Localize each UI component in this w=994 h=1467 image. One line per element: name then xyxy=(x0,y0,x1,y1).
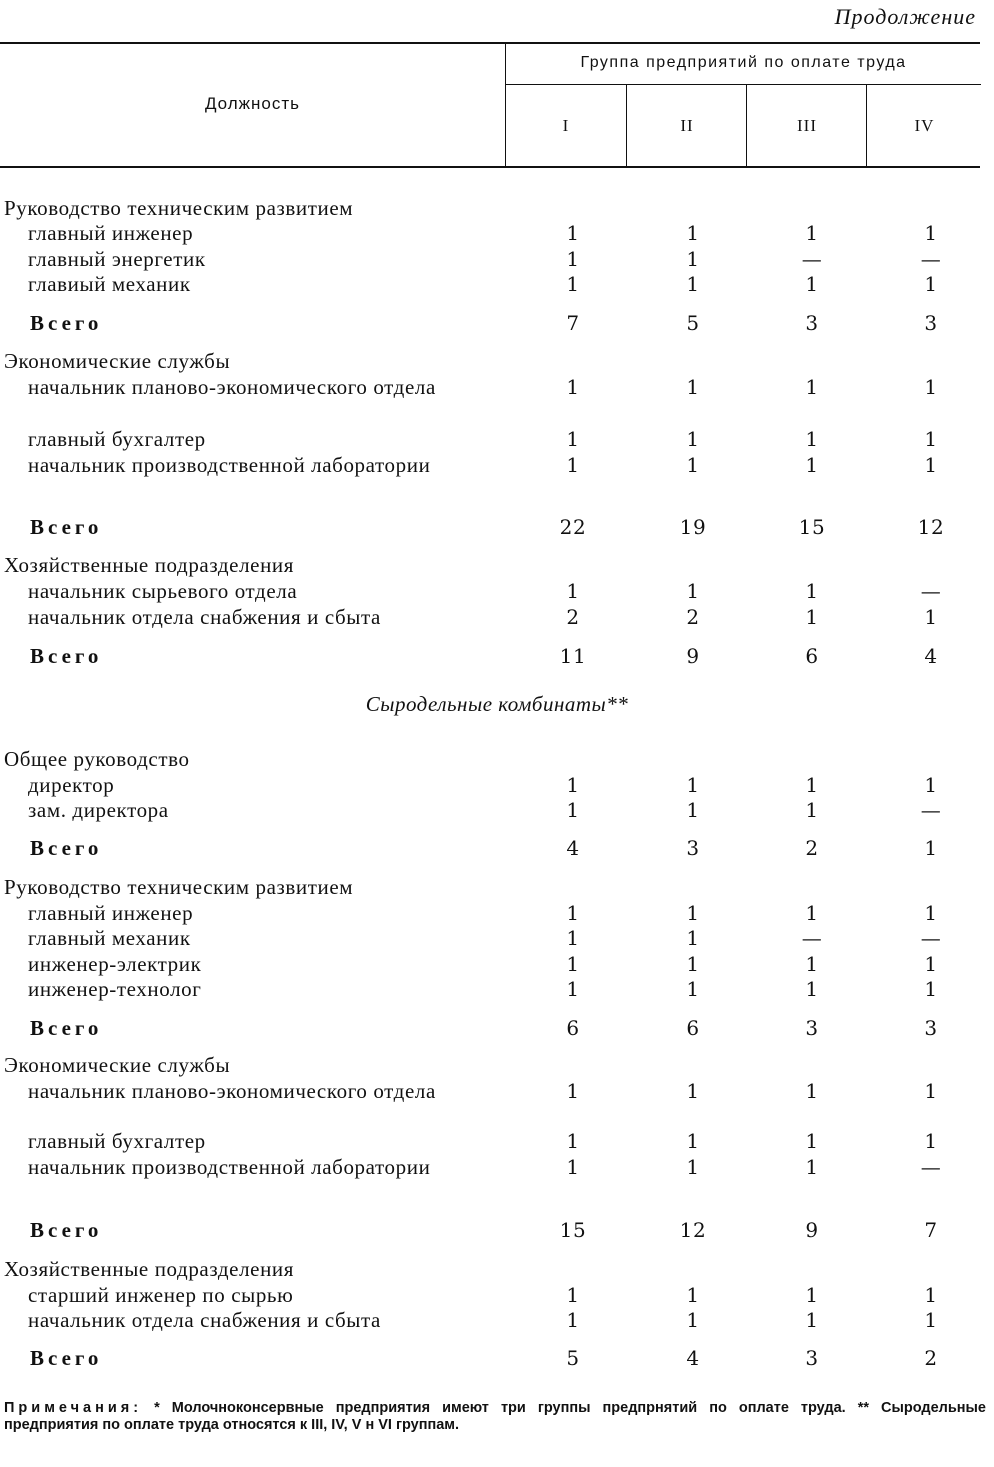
total-label: Всего xyxy=(30,644,103,668)
table-row xyxy=(0,1154,994,1180)
header-col-4: IV xyxy=(866,85,982,166)
cell-group-3: — xyxy=(801,247,823,271)
table-row xyxy=(0,374,994,400)
cell-group-3: 1 xyxy=(805,977,819,1001)
cell-group-4: 3 xyxy=(924,1016,938,1040)
cell-group-1: 1 xyxy=(566,977,580,1001)
cell-group-3: 1 xyxy=(805,1079,819,1103)
cell-group-4: 1 xyxy=(924,977,938,1001)
total-label: Всего xyxy=(30,836,103,860)
cell-group-2: 9 xyxy=(686,644,700,668)
total-label: Всего xyxy=(30,1016,103,1040)
cell-group-1: 1 xyxy=(566,247,580,271)
cell-group-4: 1 xyxy=(924,221,938,245)
cell-group-2: 2 xyxy=(686,605,700,629)
section-row xyxy=(0,1256,994,1282)
table-row xyxy=(0,976,994,1002)
total-label: Всего xyxy=(30,1218,103,1242)
section-row xyxy=(0,874,994,900)
cell-group-2: 6 xyxy=(686,1016,700,1040)
total-row xyxy=(0,643,994,669)
cell-group-2: 1 xyxy=(686,773,700,797)
cell-group-4: 1 xyxy=(924,427,938,451)
cell-group-2: 1 xyxy=(686,272,700,296)
total-row xyxy=(0,1345,994,1371)
cell-group-1: 1 xyxy=(566,579,580,603)
table-row xyxy=(0,220,994,246)
cell-group-2: 5 xyxy=(686,311,700,335)
cell-group-3: 3 xyxy=(805,1346,819,1370)
cell-group-1: 1 xyxy=(566,773,580,797)
item-label: инженер-технолог xyxy=(28,977,202,1001)
cell-group-2: 1 xyxy=(686,977,700,1001)
section-label: Экономические службы xyxy=(4,349,231,373)
cell-group-4: 1 xyxy=(924,773,938,797)
cell-group-2: 1 xyxy=(686,453,700,477)
cell-group-4: 4 xyxy=(924,644,938,668)
cell-group-4: 1 xyxy=(924,453,938,477)
section-subtitle: Сыродельные комбинаты** xyxy=(365,692,629,716)
cell-group-3: 2 xyxy=(805,836,819,860)
cell-group-3: 1 xyxy=(805,605,819,629)
item-label: главиый механик xyxy=(28,272,191,296)
cell-group-2: 1 xyxy=(686,1079,700,1103)
cell-group-2: 1 xyxy=(686,1308,700,1332)
cell-group-2: 1 xyxy=(686,1155,700,1179)
cell-group-1: 1 xyxy=(566,427,580,451)
cell-group-1: 22 xyxy=(559,515,587,539)
continuation-label: Продолжение xyxy=(834,4,976,29)
table-row xyxy=(0,1128,994,1154)
cell-group-3: 1 xyxy=(805,453,819,477)
cell-group-3: 1 xyxy=(805,272,819,296)
table-row xyxy=(0,900,994,926)
cell-group-3: 9 xyxy=(805,1218,819,1242)
footnotes-label: Примечания: xyxy=(4,1400,143,1416)
item-label: главный инженер xyxy=(28,221,194,245)
cell-group-1: 1 xyxy=(566,798,580,822)
cell-group-3: 1 xyxy=(805,375,819,399)
header-col-2: II xyxy=(626,85,747,166)
cell-group-4: 1 xyxy=(924,605,938,629)
cell-group-4: 1 xyxy=(924,1308,938,1332)
item-label: старший инженер по сырью xyxy=(28,1283,294,1307)
item-label: главный инженер xyxy=(28,901,194,925)
cell-group-3: 1 xyxy=(805,427,819,451)
cell-group-4: — xyxy=(920,798,942,822)
cell-group-2: 1 xyxy=(686,375,700,399)
cell-group-4: 1 xyxy=(924,901,938,925)
cell-group-3: 1 xyxy=(805,579,819,603)
cell-group-3: — xyxy=(801,926,823,950)
section-row xyxy=(0,195,994,221)
section-row xyxy=(0,552,994,578)
section-label: Экономические службы xyxy=(4,1053,231,1077)
cell-group-1: 1 xyxy=(566,1079,580,1103)
item-label: зам. директора xyxy=(28,798,169,822)
total-row xyxy=(0,835,994,861)
table-row xyxy=(0,578,994,604)
cell-group-3: 1 xyxy=(805,221,819,245)
section-label: Общее руководство xyxy=(4,747,190,771)
cell-group-1: 7 xyxy=(566,311,580,335)
cell-group-2: 4 xyxy=(686,1346,700,1370)
cell-group-2: 19 xyxy=(679,515,707,539)
total-label: Всего xyxy=(30,515,103,539)
footnotes-text: * Молочноконсервные предприятия имеют три группы предпрнятий по оплате труда. ** Сыродельные предприятия по оплате труда относятся к III, IV, V н VI группам. xyxy=(4,1400,986,1433)
cell-group-4: 1 xyxy=(924,272,938,296)
cell-group-3: 1 xyxy=(805,1308,819,1332)
cell-group-2: 1 xyxy=(686,952,700,976)
cell-group-4: 7 xyxy=(924,1218,938,1242)
item-label: директор xyxy=(28,773,115,797)
cell-group-2: 1 xyxy=(686,1129,700,1153)
cell-group-2: 12 xyxy=(679,1218,707,1242)
total-label: Всего xyxy=(30,311,103,335)
cell-group-3: 1 xyxy=(805,798,819,822)
cell-group-2: 1 xyxy=(686,798,700,822)
section-row xyxy=(0,746,994,772)
cell-group-3: 1 xyxy=(805,1129,819,1153)
cell-group-4: 1 xyxy=(924,375,938,399)
cell-group-1: 1 xyxy=(566,1283,580,1307)
cell-group-2: 1 xyxy=(686,1283,700,1307)
cell-group-4: — xyxy=(920,1155,942,1179)
table-row xyxy=(0,772,994,798)
item-label: начальник отдела снабжения и сбыта xyxy=(28,605,381,629)
table-row xyxy=(0,925,994,951)
table-row xyxy=(0,1307,994,1333)
cell-group-4: — xyxy=(920,579,942,603)
cell-group-1: 15 xyxy=(559,1218,587,1242)
cell-group-1: 4 xyxy=(566,836,580,860)
table-row xyxy=(0,1282,994,1308)
cell-group-4: 1 xyxy=(924,1079,938,1103)
cell-group-2: 1 xyxy=(686,901,700,925)
cell-group-4: 1 xyxy=(924,952,938,976)
cell-group-3: 3 xyxy=(805,1016,819,1040)
section-row xyxy=(0,1052,994,1078)
cell-group-2: 1 xyxy=(686,926,700,950)
cell-group-2: 1 xyxy=(686,221,700,245)
cell-group-3: 15 xyxy=(798,515,826,539)
footnotes xyxy=(4,1400,986,1434)
cell-group-1: 1 xyxy=(566,926,580,950)
cell-group-1: 1 xyxy=(566,375,580,399)
section-row xyxy=(0,348,994,374)
cell-group-4: 3 xyxy=(924,311,938,335)
total-row xyxy=(0,1015,994,1041)
cell-group-3: 1 xyxy=(805,952,819,976)
cell-group-1: 11 xyxy=(559,644,587,668)
cell-group-4: 2 xyxy=(924,1346,938,1370)
header-col-1: I xyxy=(562,116,570,135)
cell-group-1: 1 xyxy=(566,1155,580,1179)
section-label: Хозяйственные подразделения xyxy=(4,553,294,577)
cell-group-4: 1 xyxy=(924,1129,938,1153)
item-label: главный энергетик xyxy=(28,247,206,271)
item-label: начальник производственной лаборатории xyxy=(28,1155,431,1179)
item-label: инженер-электрик xyxy=(28,952,202,976)
cell-group-4: — xyxy=(920,926,942,950)
section-label: Хозяйственные подразделения xyxy=(4,1257,294,1281)
cell-group-1: 6 xyxy=(566,1016,580,1040)
cell-group-1: 2 xyxy=(566,605,580,629)
cell-group-3: 6 xyxy=(805,644,819,668)
table-row xyxy=(0,1078,994,1104)
table-row xyxy=(0,797,994,823)
table-row xyxy=(0,426,994,452)
section-label: Руководство техническим развитием xyxy=(4,196,354,220)
cell-group-3: 1 xyxy=(805,1155,819,1179)
item-label: начальник отдела снабжения и сбыта xyxy=(28,1308,381,1332)
cell-group-1: 5 xyxy=(566,1346,580,1370)
cell-group-4: — xyxy=(920,247,942,271)
cell-group-3: 1 xyxy=(805,901,819,925)
cell-group-4: 1 xyxy=(924,836,938,860)
cell-group-3: 3 xyxy=(805,311,819,335)
item-label: начальник планово-экономического отдела xyxy=(28,375,436,399)
cell-group-3: 1 xyxy=(805,1283,819,1307)
cell-group-2: 1 xyxy=(686,427,700,451)
item-label: главный механик xyxy=(28,926,191,950)
item-label: главный бухгалтер xyxy=(28,427,206,451)
cell-group-4: 1 xyxy=(924,1283,938,1307)
table-row xyxy=(0,604,994,630)
total-row xyxy=(0,514,994,540)
cell-group-1: 1 xyxy=(566,221,580,245)
cell-group-2: 1 xyxy=(686,579,700,603)
table-row xyxy=(0,271,994,297)
cell-group-1: 1 xyxy=(566,1129,580,1153)
total-row xyxy=(0,310,994,336)
item-label: начальник планово-экономического отдела xyxy=(28,1079,436,1103)
table-row xyxy=(0,246,994,272)
total-row xyxy=(0,1217,994,1243)
table-row xyxy=(0,951,994,977)
item-label: главный бухгалтер xyxy=(28,1129,206,1153)
cell-group-2: 1 xyxy=(686,247,700,271)
item-label: начальник сырьевого отдела xyxy=(28,579,298,603)
total-label: Всего xyxy=(30,1346,103,1370)
cell-group-1: 1 xyxy=(566,901,580,925)
header-col-3: III xyxy=(746,85,867,166)
cell-group-1: 1 xyxy=(566,1308,580,1332)
item-label: начальник производственной лаборатории xyxy=(28,453,431,477)
cell-group-1: 1 xyxy=(566,952,580,976)
section-label: Руководство техническим развитием xyxy=(4,875,354,899)
header-position: Должность xyxy=(204,94,301,113)
cell-group-1: 1 xyxy=(566,453,580,477)
cell-group-2: 3 xyxy=(686,836,700,860)
table-row xyxy=(0,452,994,478)
cell-group-4: 12 xyxy=(917,515,945,539)
cell-group-3: 1 xyxy=(805,773,819,797)
cell-group-1: 1 xyxy=(566,272,580,296)
header-group: Группа предприятий по оплате труда xyxy=(580,54,907,71)
